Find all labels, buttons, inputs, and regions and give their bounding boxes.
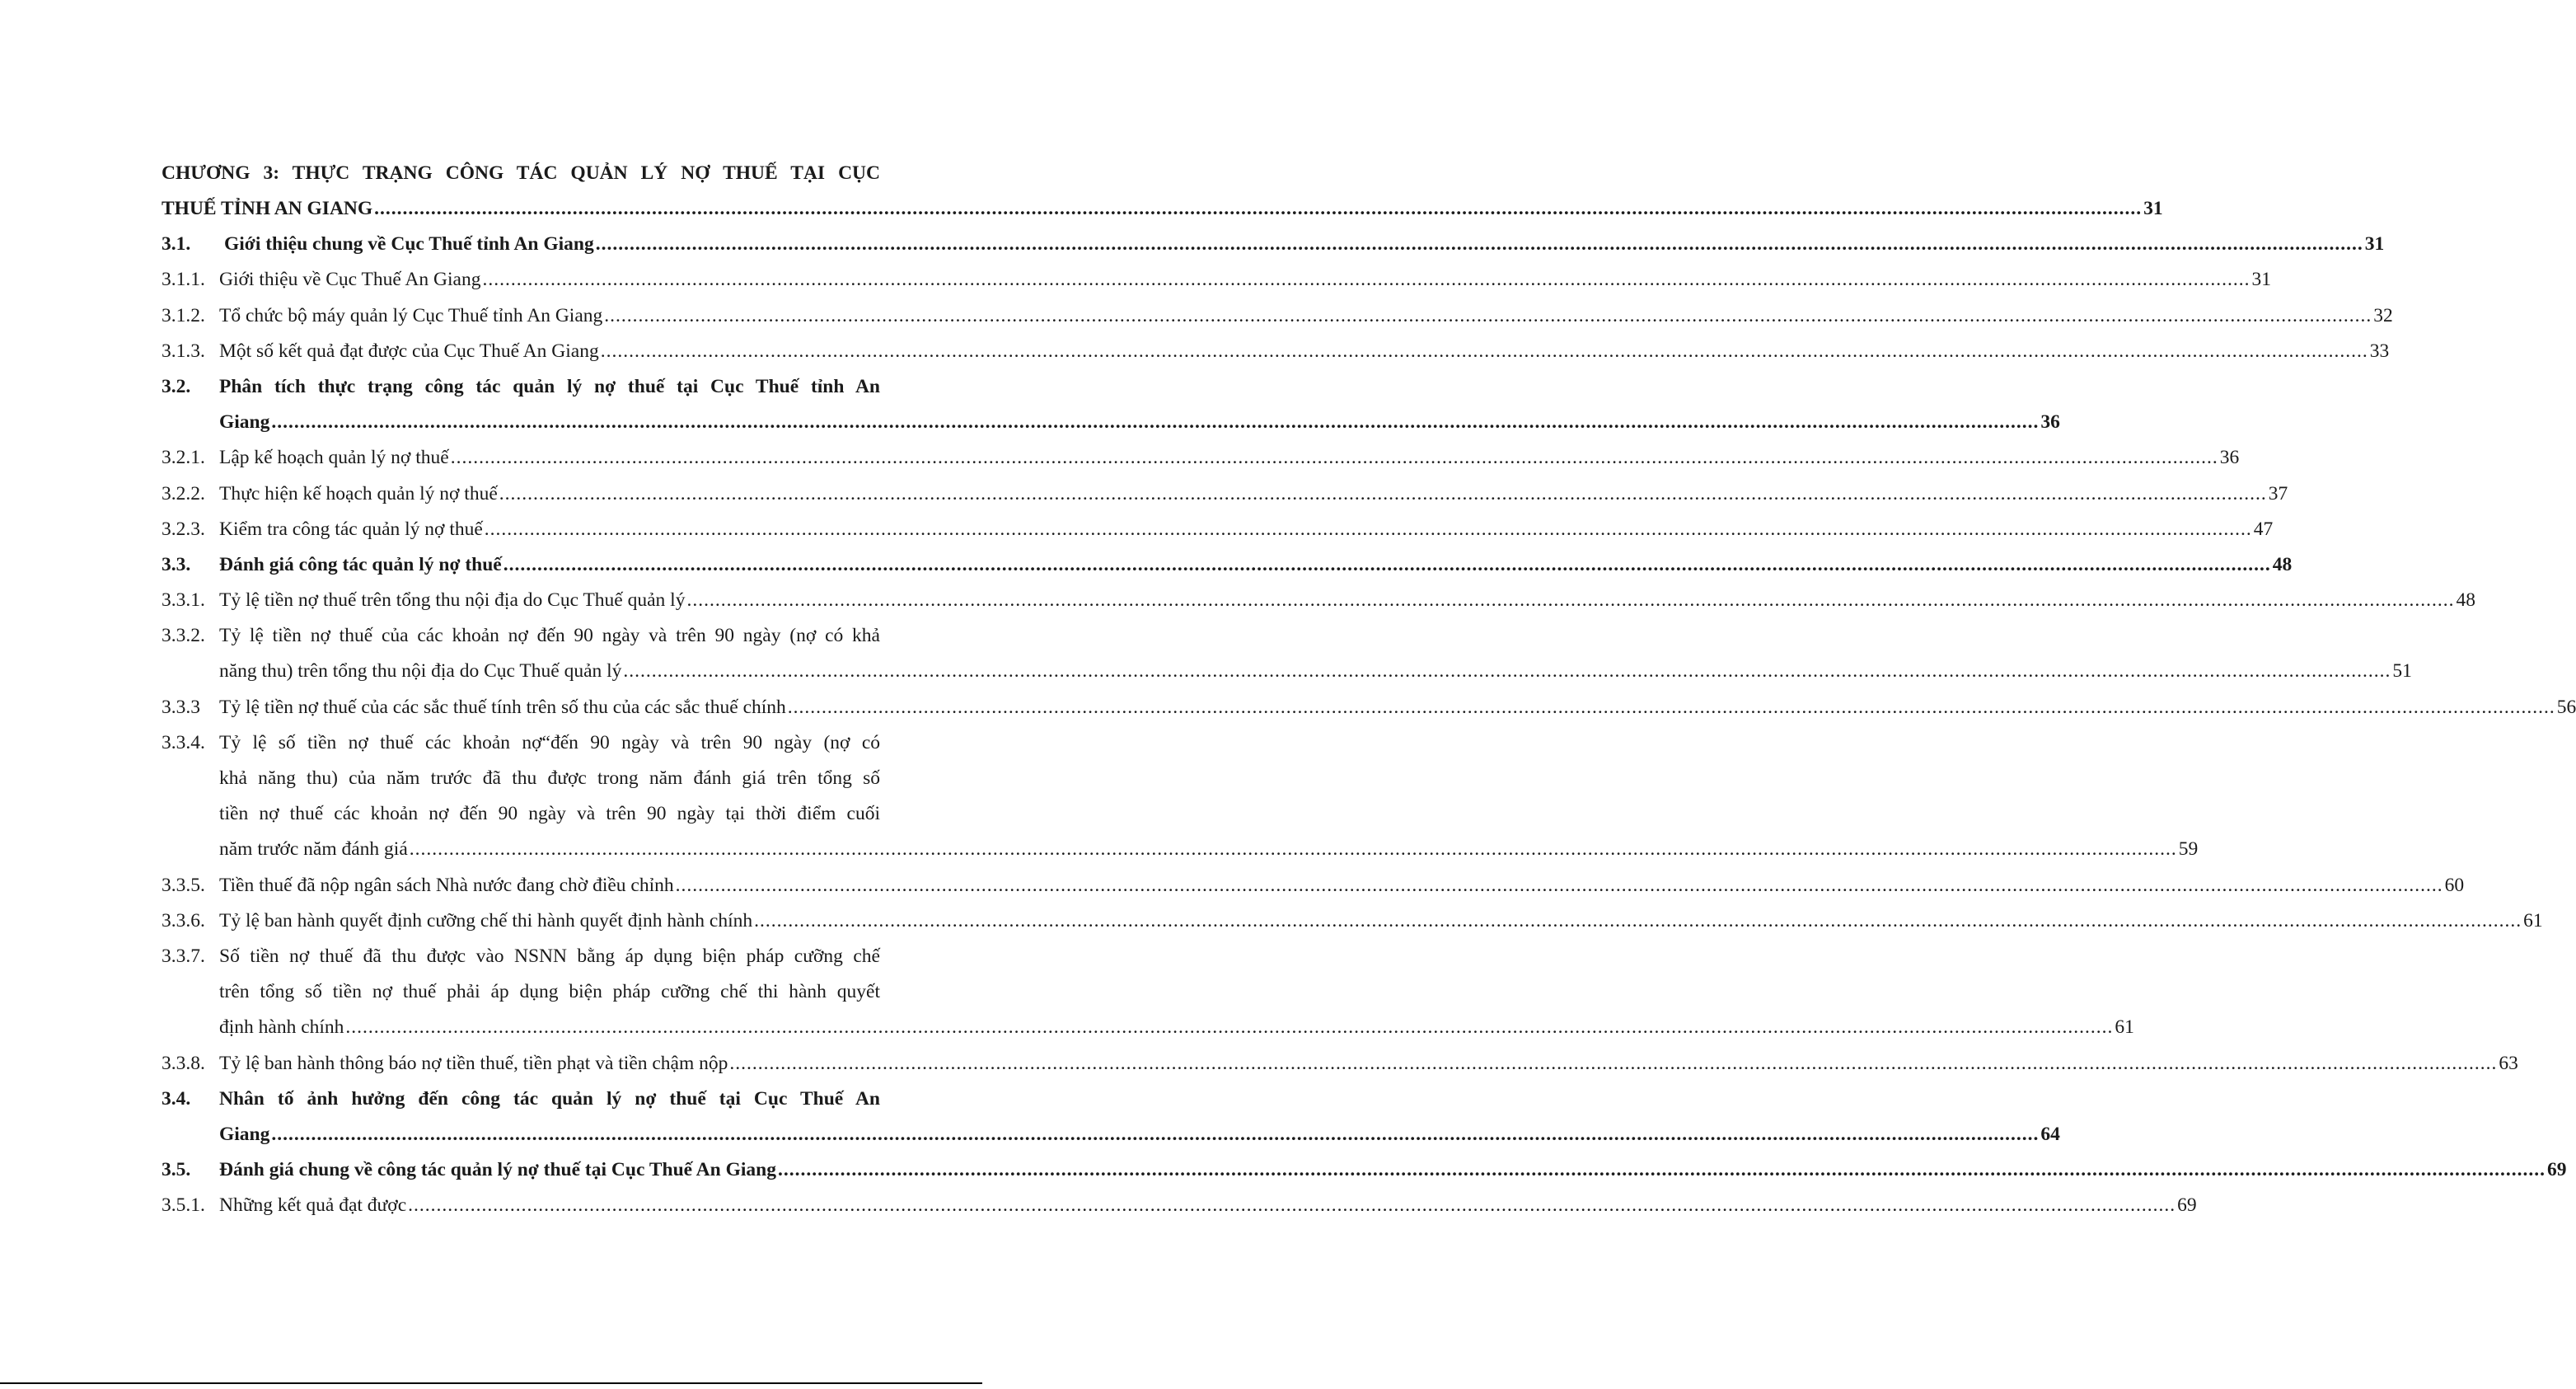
toc-entry-3-1-2 [162, 298, 2393, 334]
dot-leader [345, 1018, 2113, 1038]
toc-entry-3-2-continued [162, 405, 2060, 440]
toc-entry-3-3-7-continued-2 [162, 1011, 2134, 1046]
page-number: 59 [2178, 838, 2199, 861]
section-number: 3.3.1. [162, 589, 205, 612]
toc-entry-3-2-1 [162, 441, 2240, 476]
section-number: 3.1.1. [162, 269, 205, 291]
page-number: 48 [2272, 553, 2293, 575]
page-number: 69 [2177, 1194, 2197, 1217]
toc-entry-3-3-7-continued-1 [162, 974, 880, 1010]
section-title: Tỷ lệ số tiền nợ thuế các khoản nợ“đến 90 ngày và trên 90 ngày (nợ có [219, 731, 880, 753]
section-title-continued: Giang [219, 411, 270, 434]
section-title-continued: năm trước năm đánh giá [219, 838, 408, 861]
dot-leader [499, 485, 2267, 504]
dot-leader [676, 876, 2443, 896]
page-number: 33 [2369, 340, 2390, 362]
section-title: Giới thiệu về Cục Thuế An Giang [219, 269, 481, 291]
toc-entry-3-3-4-continued-2 [162, 796, 880, 832]
page-number: 47 [2253, 518, 2274, 540]
section-number: 3.3.7. [162, 945, 205, 967]
dot-leader [604, 307, 2372, 326]
page-number: 51 [2392, 660, 2412, 683]
section-number: 3.2.1. [162, 447, 205, 469]
section-title: Số tiền nợ thuế đã thu được vào NSNN bằng áp dụng biện pháp cưỡng chế [219, 945, 880, 967]
section-title: Tiền thuế đã nộp ngân sách Nhà nước đang chờ điều chỉnh [219, 874, 674, 896]
page-number: 31 [2143, 198, 2163, 220]
section-title: Những kết quả đạt được [219, 1194, 407, 1217]
toc-entry-3-3-3 [162, 690, 2576, 725]
dot-leader [408, 1196, 2176, 1216]
section-title-continued: trên tổng số tiền nợ thuế phải áp dụng biện pháp cưỡng chế thi hành quyết [219, 981, 880, 1003]
section-number: 3.5.1. [162, 1194, 205, 1217]
dot-leader [729, 1054, 2497, 1074]
page-number: 64 [2040, 1123, 2060, 1145]
toc-entry-3-3-8 [162, 1046, 2518, 1082]
page-number: 61 [2115, 1016, 2134, 1039]
toc-entry-3-3-4-continued-3 [162, 833, 2199, 868]
section-number: 3.3.8. [162, 1052, 205, 1074]
toc-entry-3-4-continued [162, 1117, 2060, 1152]
section-title-continued: khả năng thu) của năm trước đã thu được trong năm đánh giá trên tổng số [219, 767, 880, 790]
section-title: Tỷ lệ tiền nợ thuế trên tổng thu nội địa do Cục Thuế quản lý [219, 589, 686, 612]
section-title: Thực hiện kế hoạch quản lý nợ thuế [219, 482, 498, 504]
section-title: Kiểm tra công tác quản lý nợ thuế [219, 518, 483, 540]
section-number: 3.2.2. [162, 482, 205, 504]
toc-entry-3-5-1 [162, 1188, 2197, 1223]
page-number: 36 [2219, 447, 2240, 469]
table-of-contents [162, 156, 2576, 1224]
toc-entry-3-4 [162, 1082, 880, 1117]
section-number: 3.3.3 [162, 696, 200, 718]
toc-entry-3-2 [162, 369, 880, 405]
page-number: 31 [2251, 269, 2271, 291]
page-number: 60 [2444, 874, 2465, 896]
page-number: 36 [2040, 411, 2060, 434]
section-number: 3.1. [162, 233, 191, 256]
toc-entry-3-3-4 [162, 725, 880, 761]
section-title-continued: định hành chính [219, 1016, 344, 1039]
toc-entry-3-3 [162, 547, 2293, 583]
section-number: 3.1.3. [162, 340, 205, 362]
page-number: 32 [2373, 304, 2393, 326]
dot-leader [778, 1161, 2546, 1180]
toc-entry-3-2-2 [162, 476, 2288, 512]
section-title: Lập kế hoạch quản lý nợ thuế [219, 447, 449, 469]
dot-leader [271, 1125, 2039, 1145]
toc-entry-3-1-3 [162, 334, 2390, 369]
page-number: 48 [2456, 589, 2475, 612]
toc-entry-3-3-6 [162, 903, 2543, 939]
page-number: 63 [2499, 1052, 2518, 1074]
section-title: Tỷ lệ ban hành quyết định cưỡng chế thi hành quyết định hành chính [219, 909, 753, 931]
dot-leader [596, 235, 2363, 255]
toc-entry-3-3-2 [162, 618, 880, 654]
section-number: 3.2. [162, 375, 191, 397]
chapter-heading-line-2 [162, 191, 2163, 227]
section-title: Giới thiệu chung về Cục Thuế tỉnh An Giang [224, 233, 594, 256]
section-number: 3.3.5. [162, 874, 205, 896]
dot-leader [485, 520, 2252, 540]
section-number: 3.5. [162, 1159, 191, 1181]
section-number: 3.3.6. [162, 909, 205, 931]
section-title: Tỷ lệ ban hành thông báo nợ tiền thuế, tiền phạt và tiền chậm nộp [219, 1052, 728, 1074]
dot-leader [451, 448, 2218, 468]
toc-entry-3-3-5 [162, 868, 2465, 903]
section-title: Phân tích thực trạng công tác quản lý nợ thuế tại Cục Thuế tỉnh An [219, 375, 880, 397]
chapter-heading-line-1 [162, 156, 880, 191]
toc-entry-3-3-1 [162, 583, 2475, 618]
toc-entry-3-3-7 [162, 939, 880, 974]
section-number: 3.3.2. [162, 625, 205, 647]
section-title: Đánh giá công tác quản lý nợ thuế [219, 553, 502, 575]
section-title: Tỷ lệ tiền nợ thuế của các khoản nợ đến 90 ngày và trên 90 ngày (nợ có khả [219, 625, 880, 647]
section-number: 3.3.4. [162, 731, 205, 753]
dot-leader [410, 840, 2177, 860]
section-title-continued: tiền nợ thuế các khoản nợ đến 90 ngày và trên 90 ngày tại thời điểm cuối [219, 803, 880, 825]
toc-entry-3-3-2-continued [162, 655, 2412, 690]
dot-leader [686, 591, 2454, 611]
toc-entry-3-1-1 [162, 263, 2271, 298]
section-title: Đánh giá chung về công tác quản lý nợ thuế tại Cục Thuế An Giang [219, 1159, 776, 1181]
page-number: 37 [2268, 482, 2288, 504]
section-title: Nhân tố ảnh hưởng đến công tác quản lý nợ thuế tại Cục Thuế An [219, 1087, 880, 1110]
section-number: 3.1.2. [162, 304, 205, 326]
section-number: 3.4. [162, 1087, 191, 1110]
chapter-title-continued: THUẾ TỈNH AN GIANG [162, 198, 373, 220]
page-number: 56 [2556, 696, 2576, 718]
section-title-continued: Giang [219, 1123, 270, 1145]
dot-leader [374, 199, 2142, 219]
dot-leader [623, 662, 2391, 682]
page-bottom-border [0, 1382, 982, 1384]
section-title: Tỷ lệ tiền nợ thuế của các sắc thuế tính trên số thu của các sắc thuế chính [219, 696, 786, 718]
section-title-continued: năng thu) trên tổng thu nội địa do Cục Thuế quản lý [219, 660, 622, 683]
page-number: 61 [2523, 909, 2543, 931]
section-number: 3.2.3. [162, 518, 205, 540]
dot-leader [754, 912, 2522, 931]
page-number: 31 [2364, 233, 2385, 256]
chapter-title: CHƯƠNG 3: THỰC TRẠNG CÔNG TÁC QUẢN LÝ NỢ THUẾ TẠI CỤC [162, 162, 880, 184]
dot-leader [482, 270, 2250, 290]
toc-entry-3-3-4-continued-1 [162, 761, 880, 796]
toc-entry-3-5 [162, 1152, 2567, 1188]
dot-leader [271, 413, 2039, 433]
page-number: 69 [2546, 1159, 2567, 1181]
dot-leader [503, 556, 2271, 575]
toc-entry-3-2-3 [162, 512, 2274, 547]
section-title: Một số kết quả đạt được của Cục Thuế An Giang [219, 340, 599, 362]
section-number: 3.3. [162, 553, 191, 575]
toc-entry-3-1 [162, 227, 2385, 262]
dot-leader [601, 342, 2368, 362]
section-title: Tổ chức bộ máy quản lý Cục Thuế tỉnh An Giang [219, 304, 603, 326]
dot-leader [788, 698, 2555, 718]
